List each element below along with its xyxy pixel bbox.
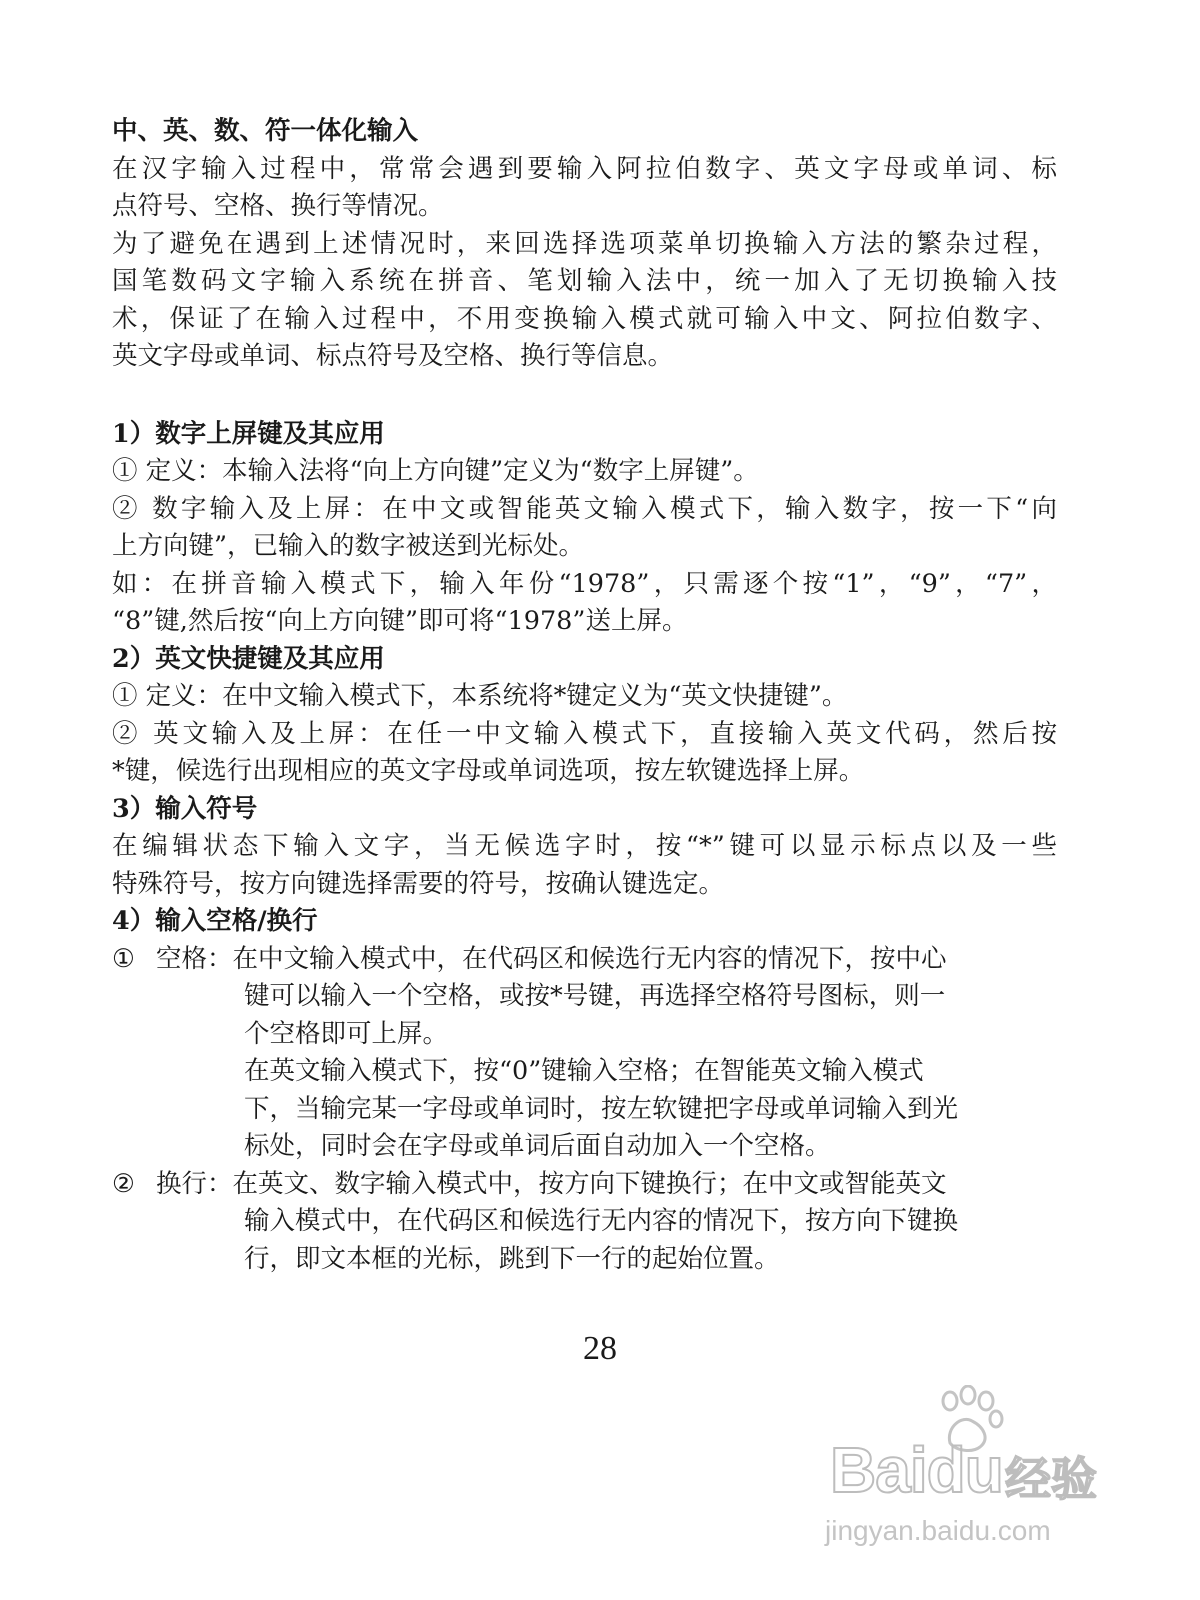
item-text: 在英文、数字输入模式中，按方向下键换行；在中文或智能英文 (232, 1168, 947, 1199)
body-line: 标处，同时会在字母或单词后面自动加入一个空格。 (244, 1131, 831, 1161)
body-line: 在编辑状态下输入文字，当无候选字时，按“*”键可以显示标点以及一些 (112, 831, 1057, 861)
item-marker: ② (112, 1168, 135, 1199)
body-line: ② 数字输入及上屏：在中文或智能英文输入模式下，输入数字，按一下“向 (112, 493, 1057, 524)
subsection-title-1: 1）数字上屏键及其应用 (112, 418, 385, 449)
subsection-title-3: 3）输入符号 (112, 793, 258, 824)
subsection-title-4: 4）输入空格/换行 (112, 906, 318, 936)
baidu-jingyan-watermark (820, 1385, 1120, 1565)
item-text: 在中文输入模式中，在代码区和候选行无内容的情况下，按中心 (232, 943, 947, 974)
body-line: 如：在拼音输入模式下，输入年份“1978”，只需逐个按“1”，“9”，“7”， (112, 568, 1057, 599)
watermark-brand: Baidu (830, 1434, 1003, 1506)
body-line: *键，候选行出现相应的英文字母或单词选项，按左软键选择上屏。 (112, 756, 865, 786)
space-item-first-line (112, 941, 1057, 979)
newline-item-first-line (112, 1166, 1057, 1204)
intro-line: 术，保证了在输入过程中，不用变换输入模式就可输入中文、阿拉伯数字、 (112, 303, 1057, 334)
intro-line: 在汉字输入过程中，常常会遇到要输入阿拉伯数字、英文字母或单词、标 (112, 153, 1057, 184)
intro-line: 国笔数码文字输入系统在拼音、笔划输入法中，统一加入了无切换输入技 (112, 266, 1057, 296)
body-line: 在英文输入模式下，按“0”键输入空格；在智能英文输入模式 (244, 1056, 924, 1086)
body-line: 键可以输入一个空格，或按*号键，再选择空格符号图标，则一 (244, 981, 946, 1011)
body-line: ① 定义：在中文输入模式下，本系统将*键定义为“英文快捷键”。 (112, 681, 848, 711)
item-label: 换行： (156, 1168, 233, 1199)
body-line: ① 定义：本输入法将“向上方向键”定义为“数字上屏键”。 (112, 456, 759, 486)
document-body (112, 113, 1057, 1278)
subsection-title-2: 2）英文快捷键及其应用 (112, 643, 385, 674)
watermark-product: 经验 (1005, 1452, 1097, 1506)
body-line: ② 英文输入及上屏：在任一中文输入模式下，直接输入英文代码，然后按 (112, 718, 1057, 749)
item-label: 空格： (156, 943, 233, 974)
page-number: 28 (583, 1330, 617, 1367)
body-line: “8”键,然后按“向上方向键”即可将“1978”送上屏。 (112, 606, 688, 636)
section-heading: 中、英、数、符一体化输入 (112, 116, 419, 146)
item-marker: ① (112, 943, 135, 974)
paragraph-gap (112, 376, 1057, 416)
body-line: 下，当输完某一字母或单词时，按左软键把字母或单词输入到光 (244, 1093, 959, 1124)
body-line: 上方向键”，已输入的数字被送到光标处。 (112, 531, 585, 561)
intro-line: 英文字母或单词、标点符号及空格、换行等信息。 (112, 341, 674, 371)
body-line: 输入模式中，在代码区和候选行无内容的情况下，按方向下键换 (244, 1206, 959, 1236)
body-line: 行，即文本框的光标，跳到下一行的起始位置。 (244, 1243, 780, 1274)
intro-line: 点符号、空格、换行等情况。 (112, 191, 444, 221)
watermark-url: jingyan.baidu.com (825, 1515, 1051, 1546)
body-line: 个空格即可上屏。 (244, 1018, 449, 1049)
intro-line: 为了避免在遇到上述情况时，来回选择选项菜单切换输入方法的繁杂过程， (112, 228, 1057, 259)
body-line: 特殊符号，按方向键选择需要的符号，按确认键选定。 (112, 868, 725, 899)
